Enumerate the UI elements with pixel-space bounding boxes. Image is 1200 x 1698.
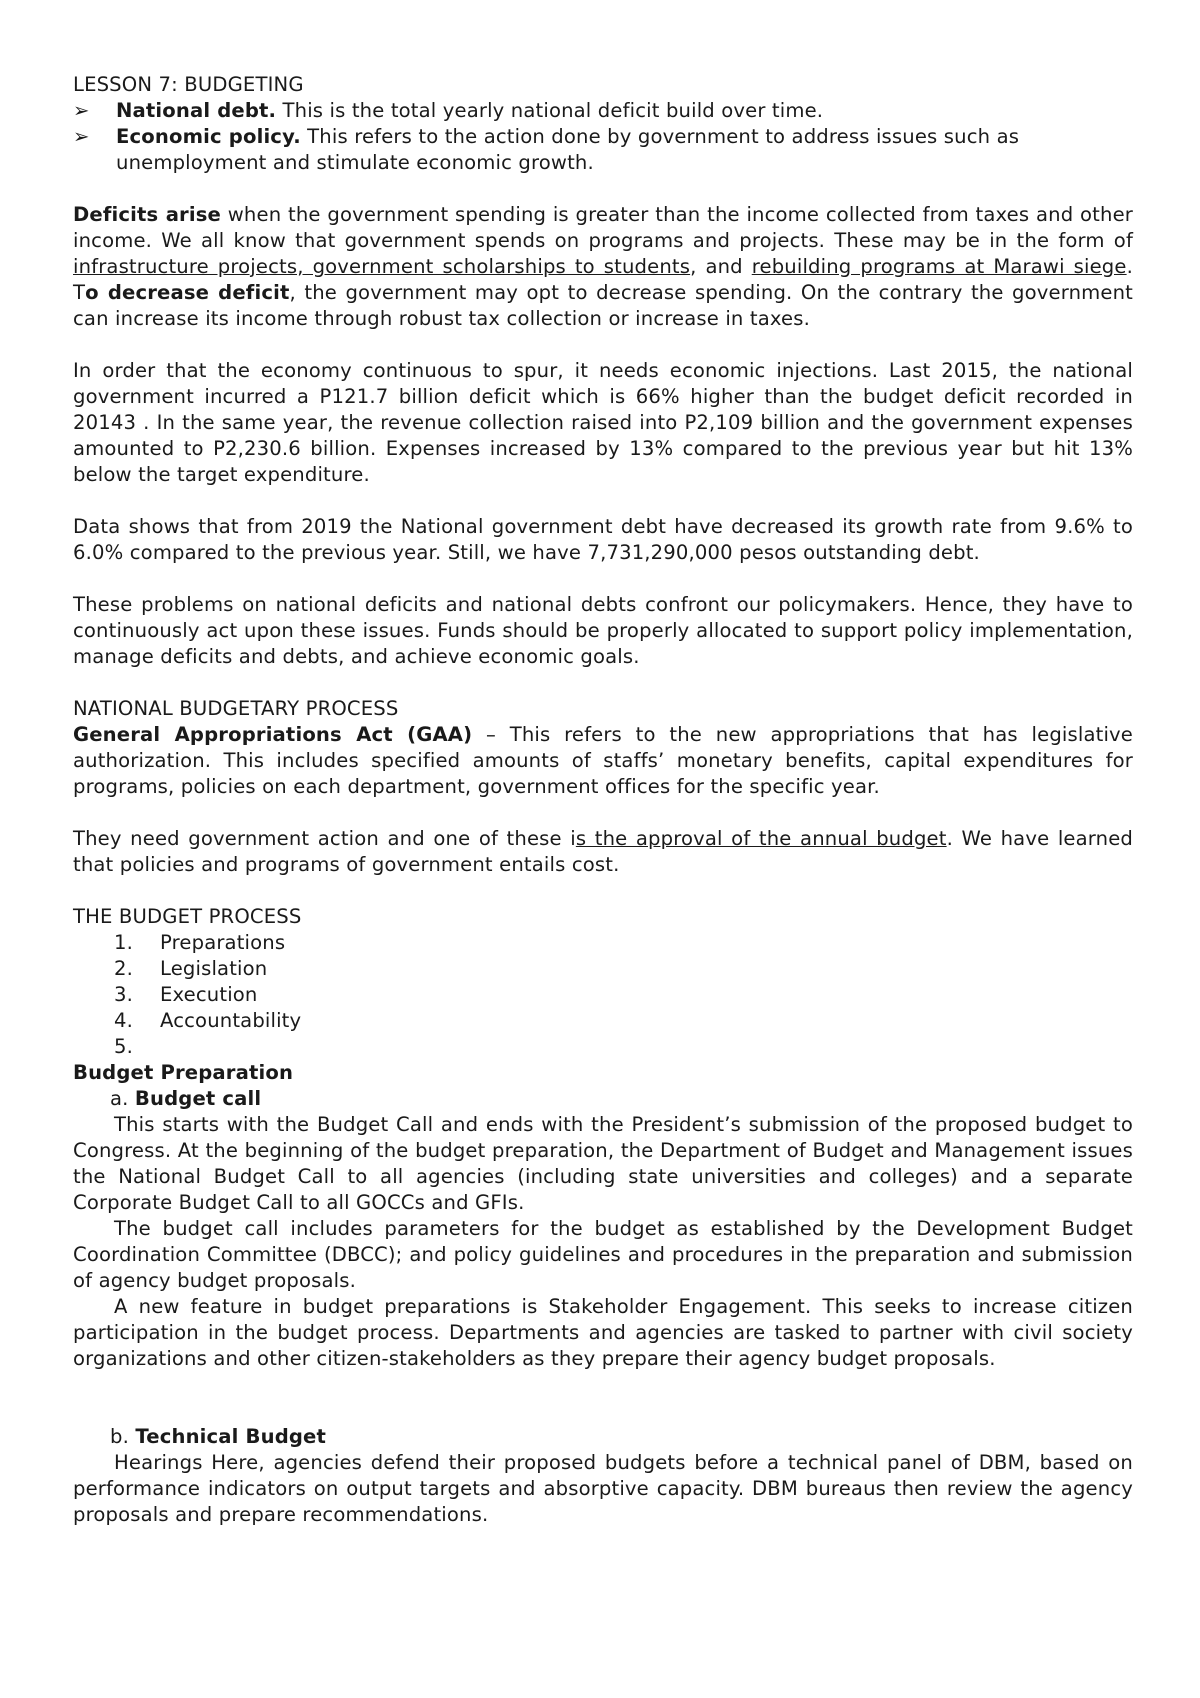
budget-call-paragraph-2: The budget call includes parameters for the budget as established by the Development Budget Coordination Committee (DBCC); and policy guidelines and procedures in the preparation and submission of agency budget proposals. [73, 1217, 1133, 1292]
list-item [73, 1008, 1133, 1034]
bullet-economic-policy [73, 124, 1133, 176]
arrow-bullet-icon: ➢ [73, 125, 90, 148]
text-run: . We have learned that policies and programs of government entails cost. [73, 827, 1134, 876]
underlined-text: infrastructure projects, government scholarships to students [73, 255, 691, 278]
list-item [73, 930, 1133, 956]
deficits-lead: Deficits arise [73, 203, 221, 226]
sub-letter: a. [110, 1087, 135, 1110]
sub-title: Budget call [134, 1087, 262, 1110]
text-run: They need government action and one of these i [73, 827, 576, 850]
paragraph-problems: These problems on national deficits and national debts confront our policymakers. Hence, they have to continuously act upon these issues. Funds should be properly allocated to support policy implementation, manage deficits and debts, and achieve economic goals. [73, 593, 1133, 668]
paragraph-gaa [73, 722, 1133, 800]
paragraph-injections: In order that the economy continuous to spur, it needs economic injections. Last 2015, the national government incurred a P121.7 billion deficit which is 66% higher than the budget deficit recorded in 20143 . In the same year, the revenue collection raised into P2,109 billion and the government expenses amounted to P2,230.6 billion. Expenses increased by 13% compared to the previous year but hit 13% below the target expenditure. [73, 359, 1133, 486]
paragraph-deficits [73, 202, 1133, 332]
gaa-term: General Appropriations Act (GAA) [73, 723, 473, 746]
technical-budget-paragraph: Hearings Here, agencies defend their proposed budgets before a technical panel of DBM, based on performance indicators on output targets and absorptive capacity. DBM bureaus then review the agency proposals and prepare recommendations. [73, 1451, 1133, 1526]
list-number: 2. [114, 957, 133, 980]
bullet-national-debt [73, 98, 1133, 124]
text-run: when the government spending is greater than the income collected from taxes and other income. We all know that government spends on programs and projects. These may be in the form of [73, 203, 1133, 252]
sub-letter: b. [110, 1425, 136, 1448]
heading-budget-preparation [73, 1060, 1133, 1086]
heading-national-budgetary-process: NATIONAL BUDGETARY PROCESS [73, 697, 399, 720]
lesson-title: LESSON 7: BUDGETING [73, 73, 304, 96]
paragraph-debt-data: Data shows that from 2019 the National government debt have decreased its growth rate from 9.6% to 6.0% compared to the previous year. Still, we have 7,731,290,000 pesos outstanding debt. [73, 515, 1133, 564]
subheading-budget-call [73, 1086, 1133, 1112]
bullet-text: This refers to the action done by government to address issues such as unemployment and stimulate economic growth. [116, 125, 1020, 174]
underlined-text: rebuilding programs at Marawi siege [751, 255, 1127, 278]
list-number: 5. [114, 1035, 133, 1058]
process-steps-list [73, 930, 1133, 1060]
heading-budget-process: THE BUDGET PROCESS [73, 905, 302, 928]
list-number: 1. [114, 931, 133, 954]
bullet-term: National debt. [116, 99, 277, 122]
budget-call-paragraph-1: This starts with the Budget Call and ends with the President’s submission of the proposed budget to Congress. At the beginning of the budget preparation, the Department of Budget and Management issues the National Budget Call to all agencies (including state universities and colleges) and a separate Corporate Budget Call to all GOCCs and GFIs. [73, 1113, 1133, 1214]
list-item [73, 956, 1133, 982]
sub-title: Technical Budget [135, 1425, 327, 1448]
text-run: , the government may opt to decrease spending. On the contrary the government can increase its income through robust tax collection or increase in taxes. [73, 281, 1133, 330]
list-item [73, 1034, 1133, 1060]
list-number: 3. [114, 983, 133, 1006]
bold-text: o decrease deficit [85, 281, 290, 304]
underlined-text: s the approval of the annual budget [575, 827, 947, 850]
bullet-term: Economic policy. [116, 125, 301, 148]
gaa-text: – This refers to the new appropriations that has legislative authorization. This includes specified amounts of staffs’ monetary benefits, capital expenditures for programs, policies on each department, government offices for the specific year. [73, 723, 1133, 798]
list-label: Accountability [160, 1009, 302, 1032]
subheading-technical-budget [73, 1424, 1133, 1450]
list-label: Preparations [160, 931, 286, 954]
list-label: Execution [160, 983, 258, 1006]
list-item [73, 982, 1133, 1008]
paragraph-government-action [73, 826, 1133, 878]
list-number: 4. [114, 1009, 133, 1032]
bullet-text: This is the total yearly national deficit build over time. [276, 99, 824, 122]
text-run: . T [73, 255, 1133, 304]
heading-text: Budget Preparation [73, 1061, 294, 1084]
text-run: , and [690, 255, 752, 278]
arrow-bullet-icon: ➢ [73, 99, 90, 122]
budget-call-paragraph-3: A new feature in budget preparations is Stakeholder Engagement. This seeks to increase citizen participation in the budget process. Departments and agencies are tasked to partner with civil society organizations and other citizen-stakeholders as they prepare their agency budget proposals. [73, 1295, 1133, 1370]
list-label: Legislation [160, 957, 268, 980]
